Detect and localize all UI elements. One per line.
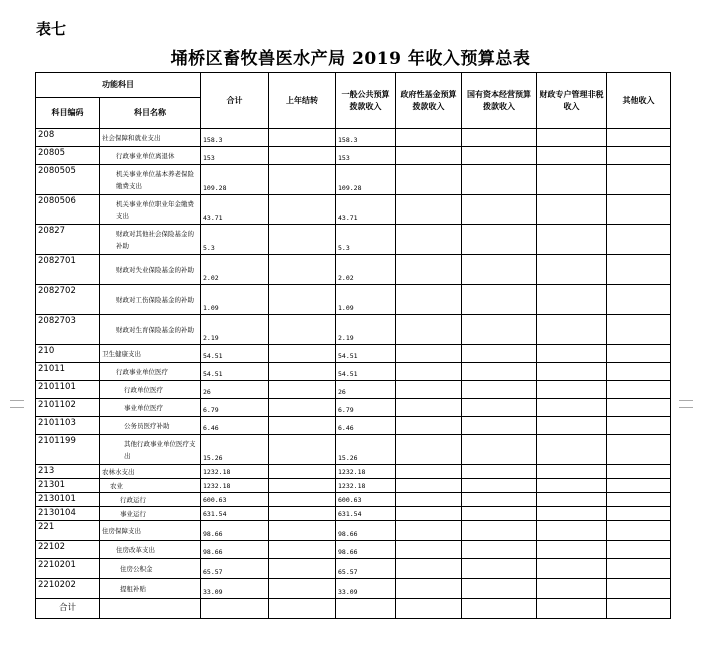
- gov-fund-cell: [396, 381, 462, 399]
- general-budget-cell: 54.51: [336, 363, 396, 381]
- other-income-cell: [607, 285, 671, 315]
- gov-fund-cell: [396, 147, 462, 165]
- subject-name-cell: 卫生健康支出: [100, 345, 201, 363]
- special-account-cell: [537, 479, 607, 493]
- gov-fund-cell: [396, 479, 462, 493]
- subject-name-cell: 社会保障和就业支出: [100, 129, 201, 147]
- total-cell: 98.66: [201, 541, 269, 559]
- total-cell: 43.71: [201, 195, 269, 225]
- header-general-budget: 一般公共预算拨款收入: [336, 73, 396, 129]
- general-budget-cell: 631.54: [336, 507, 396, 521]
- header-function-subject: 功能科目: [36, 73, 201, 98]
- gov-fund-cell: [396, 579, 462, 599]
- subject-code-cell: 2210202: [36, 579, 100, 599]
- general-budget-cell: 98.66: [336, 541, 396, 559]
- header-state-capital: 国有资本经营预算拨款收入: [462, 73, 537, 129]
- general-budget-cell: 43.71: [336, 195, 396, 225]
- other-income-cell: [607, 541, 671, 559]
- state-capital-cell: [462, 559, 537, 579]
- other-income-cell: [607, 479, 671, 493]
- table-cell: [100, 599, 201, 619]
- subject-code-cell: 2101102: [36, 399, 100, 417]
- total-cell: 15.26: [201, 435, 269, 465]
- header-subject-code: 科目编码: [36, 98, 100, 129]
- table-row: [36, 435, 671, 465]
- carryover-cell: [269, 225, 336, 255]
- state-capital-cell: [462, 399, 537, 417]
- other-income-cell: [607, 129, 671, 147]
- gov-fund-cell: [396, 435, 462, 465]
- special-account-cell: [537, 165, 607, 195]
- special-account-cell: [537, 381, 607, 399]
- state-capital-cell: [462, 129, 537, 147]
- total-cell: 2.19: [201, 315, 269, 345]
- subject-code-cell: 221: [36, 521, 100, 541]
- table-row: [36, 559, 671, 579]
- gov-fund-cell: [396, 541, 462, 559]
- table-row: [36, 541, 671, 559]
- table-row: [36, 165, 671, 195]
- general-budget-cell: 2.02: [336, 255, 396, 285]
- total-cell: 98.66: [201, 521, 269, 541]
- carryover-cell: [269, 541, 336, 559]
- general-budget-cell: 5.3: [336, 225, 396, 255]
- other-income-cell: [607, 559, 671, 579]
- special-account-cell: [537, 507, 607, 521]
- carryover-cell: [269, 465, 336, 479]
- carryover-cell: [269, 521, 336, 541]
- table-row: [36, 195, 671, 225]
- subject-name-cell: 农林水支出: [100, 465, 201, 479]
- special-account-cell: [537, 521, 607, 541]
- state-capital-cell: [462, 255, 537, 285]
- special-account-cell: [537, 465, 607, 479]
- special-account-cell: [537, 579, 607, 599]
- special-account-cell: [537, 417, 607, 435]
- carryover-cell: [269, 479, 336, 493]
- subject-name-cell: 行政事业单位离退休: [100, 147, 201, 165]
- subject-code-cell: 21011: [36, 363, 100, 381]
- table-row: [36, 479, 671, 493]
- state-capital-cell: [462, 465, 537, 479]
- carryover-cell: [269, 315, 336, 345]
- table-row: [36, 225, 671, 255]
- state-capital-cell: [462, 363, 537, 381]
- subject-name-cell: 事业单位医疗: [100, 399, 201, 417]
- table-cell: [462, 599, 537, 619]
- special-account-cell: [537, 399, 607, 417]
- subject-code-cell: 2101103: [36, 417, 100, 435]
- subject-name-cell: 住房改革支出: [100, 541, 201, 559]
- header-subject-name: 科目名称: [100, 98, 201, 129]
- general-budget-cell: 2.19: [336, 315, 396, 345]
- state-capital-cell: [462, 541, 537, 559]
- subject-name-cell: 提租补贴: [100, 579, 201, 599]
- gov-fund-cell: [396, 345, 462, 363]
- subject-name-cell: 机关事业单位基本养老保险缴费支出: [100, 165, 201, 195]
- gov-fund-cell: [396, 129, 462, 147]
- table-row: [36, 381, 671, 399]
- table-row: [36, 345, 671, 363]
- table-row: [36, 315, 671, 345]
- subject-name-cell: 其他行政事业单位医疗支出: [100, 435, 201, 465]
- general-budget-cell: 1232.18: [336, 479, 396, 493]
- other-income-cell: [607, 465, 671, 479]
- general-budget-cell: 1232.18: [336, 465, 396, 479]
- total-cell: 33.09: [201, 579, 269, 599]
- total-cell: 1232.18: [201, 479, 269, 493]
- special-account-cell: [537, 363, 607, 381]
- total-label: 合计: [36, 599, 100, 619]
- carryover-cell: [269, 129, 336, 147]
- other-income-cell: [607, 315, 671, 345]
- subject-name-cell: 农业: [100, 479, 201, 493]
- other-income-cell: [607, 255, 671, 285]
- total-cell: 54.51: [201, 363, 269, 381]
- page-title: 埇桥区畜牧兽医水产局 2019 年收入预算总表: [170, 49, 531, 69]
- total-cell: 26: [201, 381, 269, 399]
- subject-name-cell: 财政对失业保险基金的补助: [100, 255, 201, 285]
- state-capital-cell: [462, 479, 537, 493]
- subject-name-cell: 公务员医疗补助: [100, 417, 201, 435]
- gov-fund-cell: [396, 255, 462, 285]
- other-income-cell: [607, 381, 671, 399]
- state-capital-cell: [462, 507, 537, 521]
- header-gov-fund: 政府性基金预算拨款收入: [396, 73, 462, 129]
- table-row: [36, 465, 671, 479]
- total-cell: 1.09: [201, 285, 269, 315]
- right-margin-mark: [679, 400, 693, 408]
- total-cell: 1232.18: [201, 465, 269, 479]
- special-account-cell: [537, 493, 607, 507]
- general-budget-cell: 109.28: [336, 165, 396, 195]
- gov-fund-cell: [396, 315, 462, 345]
- carryover-cell: [269, 285, 336, 315]
- gov-fund-cell: [396, 521, 462, 541]
- table-caption: 表七: [36, 20, 67, 38]
- gov-fund-cell: [396, 465, 462, 479]
- total-cell: 2.02: [201, 255, 269, 285]
- gov-fund-cell: [396, 165, 462, 195]
- subject-name-cell: 财政对工伤保险基金的补助: [100, 285, 201, 315]
- special-account-cell: [537, 285, 607, 315]
- carryover-cell: [269, 363, 336, 381]
- gov-fund-cell: [396, 399, 462, 417]
- state-capital-cell: [462, 417, 537, 435]
- special-account-cell: [537, 345, 607, 363]
- state-capital-cell: [462, 381, 537, 399]
- subject-name-cell: 住房公积金: [100, 559, 201, 579]
- total-cell: 54.51: [201, 345, 269, 363]
- subject-code-cell: 2130101: [36, 493, 100, 507]
- left-margin-mark: [10, 400, 24, 408]
- carryover-cell: [269, 579, 336, 599]
- carryover-cell: [269, 147, 336, 165]
- general-budget-cell: 6.46: [336, 417, 396, 435]
- table-row: [36, 399, 671, 417]
- subject-code-cell: 20805: [36, 147, 100, 165]
- table-row: [36, 493, 671, 507]
- other-income-cell: [607, 363, 671, 381]
- state-capital-cell: [462, 435, 537, 465]
- subject-name-cell: 行政运行: [100, 493, 201, 507]
- subject-code-cell: 2101199: [36, 435, 100, 465]
- total-cell: 600.63: [201, 493, 269, 507]
- table-row: [36, 521, 671, 541]
- total-cell: 6.79: [201, 399, 269, 417]
- total-cell: 158.3: [201, 129, 269, 147]
- total-cell: 153: [201, 147, 269, 165]
- table-row: [36, 363, 671, 381]
- other-income-cell: [607, 521, 671, 541]
- other-income-cell: [607, 345, 671, 363]
- table-row: [36, 417, 671, 435]
- state-capital-cell: [462, 285, 537, 315]
- total-cell: 5.3: [201, 225, 269, 255]
- special-account-cell: [537, 255, 607, 285]
- subject-name-cell: 住房保障支出: [100, 521, 201, 541]
- other-income-cell: [607, 493, 671, 507]
- general-budget-cell: 98.66: [336, 521, 396, 541]
- subject-code-cell: 210: [36, 345, 100, 363]
- gov-fund-cell: [396, 417, 462, 435]
- state-capital-cell: [462, 165, 537, 195]
- table-cell: [396, 599, 462, 619]
- subject-code-cell: 208: [36, 129, 100, 147]
- header-total: 合计: [201, 73, 269, 129]
- general-budget-cell: 6.79: [336, 399, 396, 417]
- subject-name-cell: 行政单位医疗: [100, 381, 201, 399]
- subject-code-cell: 20827: [36, 225, 100, 255]
- other-income-cell: [607, 225, 671, 255]
- total-cell: 631.54: [201, 507, 269, 521]
- state-capital-cell: [462, 345, 537, 363]
- gov-fund-cell: [396, 195, 462, 225]
- subject-code-cell: 2082703: [36, 315, 100, 345]
- subject-name-cell: 事业运行: [100, 507, 201, 521]
- general-budget-cell: 33.09: [336, 579, 396, 599]
- table-row: [36, 147, 671, 165]
- carryover-cell: [269, 165, 336, 195]
- table-cell: [537, 599, 607, 619]
- carryover-cell: [269, 435, 336, 465]
- other-income-cell: [607, 435, 671, 465]
- general-budget-cell: 158.3: [336, 129, 396, 147]
- special-account-cell: [537, 315, 607, 345]
- general-budget-cell: 54.51: [336, 345, 396, 363]
- header-carryover: 上年结转: [269, 73, 336, 129]
- gov-fund-cell: [396, 225, 462, 255]
- table-cell: [336, 599, 396, 619]
- special-account-cell: [537, 147, 607, 165]
- carryover-cell: [269, 507, 336, 521]
- general-budget-cell: 15.26: [336, 435, 396, 465]
- state-capital-cell: [462, 493, 537, 507]
- subject-code-cell: 213: [36, 465, 100, 479]
- subject-name-cell: 行政事业单位医疗: [100, 363, 201, 381]
- state-capital-cell: [462, 225, 537, 255]
- carryover-cell: [269, 195, 336, 225]
- table-row: [36, 579, 671, 599]
- other-income-cell: [607, 165, 671, 195]
- subject-code-cell: 2080505: [36, 165, 100, 195]
- header-other-income: 其他收入: [607, 73, 671, 129]
- other-income-cell: [607, 399, 671, 417]
- carryover-cell: [269, 381, 336, 399]
- subject-name-cell: 财政对其他社会保险基金的补助: [100, 225, 201, 255]
- carryover-cell: [269, 559, 336, 579]
- total-row: [36, 599, 671, 619]
- general-budget-cell: 26: [336, 381, 396, 399]
- table-row: [36, 285, 671, 315]
- other-income-cell: [607, 507, 671, 521]
- gov-fund-cell: [396, 507, 462, 521]
- gov-fund-cell: [396, 493, 462, 507]
- subject-code-cell: 21301: [36, 479, 100, 493]
- table-row: [36, 255, 671, 285]
- carryover-cell: [269, 345, 336, 363]
- special-account-cell: [537, 225, 607, 255]
- table-cell: [607, 599, 671, 619]
- subject-code-cell: 2130104: [36, 507, 100, 521]
- subject-code-cell: 2082701: [36, 255, 100, 285]
- subject-code-cell: 2101101: [36, 381, 100, 399]
- table-row: [36, 129, 671, 147]
- table-row: [36, 507, 671, 521]
- gov-fund-cell: [396, 285, 462, 315]
- general-budget-cell: 153: [336, 147, 396, 165]
- budget-table: [35, 72, 671, 619]
- special-account-cell: [537, 129, 607, 147]
- header-special-account: 财政专户管理非税收入: [537, 73, 607, 129]
- subject-name-cell: 机关事业单位职业年金缴费支出: [100, 195, 201, 225]
- special-account-cell: [537, 195, 607, 225]
- carryover-cell: [269, 417, 336, 435]
- general-budget-cell: 600.63: [336, 493, 396, 507]
- carryover-cell: [269, 493, 336, 507]
- special-account-cell: [537, 541, 607, 559]
- total-cell: 109.28: [201, 165, 269, 195]
- subject-code-cell: 22102: [36, 541, 100, 559]
- other-income-cell: [607, 579, 671, 599]
- subject-code-cell: 2080506: [36, 195, 100, 225]
- general-budget-cell: 65.57: [336, 559, 396, 579]
- general-budget-cell: 1.09: [336, 285, 396, 315]
- other-income-cell: [607, 195, 671, 225]
- carryover-cell: [269, 399, 336, 417]
- other-income-cell: [607, 417, 671, 435]
- subject-code-cell: 2082702: [36, 285, 100, 315]
- state-capital-cell: [462, 147, 537, 165]
- gov-fund-cell: [396, 363, 462, 381]
- state-capital-cell: [462, 579, 537, 599]
- table-cell: [269, 599, 336, 619]
- other-income-cell: [607, 147, 671, 165]
- total-cell: 65.57: [201, 559, 269, 579]
- state-capital-cell: [462, 195, 537, 225]
- special-account-cell: [537, 559, 607, 579]
- subject-code-cell: 2210201: [36, 559, 100, 579]
- carryover-cell: [269, 255, 336, 285]
- state-capital-cell: [462, 521, 537, 541]
- state-capital-cell: [462, 315, 537, 345]
- total-cell: 6.46: [201, 417, 269, 435]
- table-cell: [201, 599, 269, 619]
- gov-fund-cell: [396, 559, 462, 579]
- special-account-cell: [537, 435, 607, 465]
- subject-name-cell: 财政对生育保险基金的补助: [100, 315, 201, 345]
